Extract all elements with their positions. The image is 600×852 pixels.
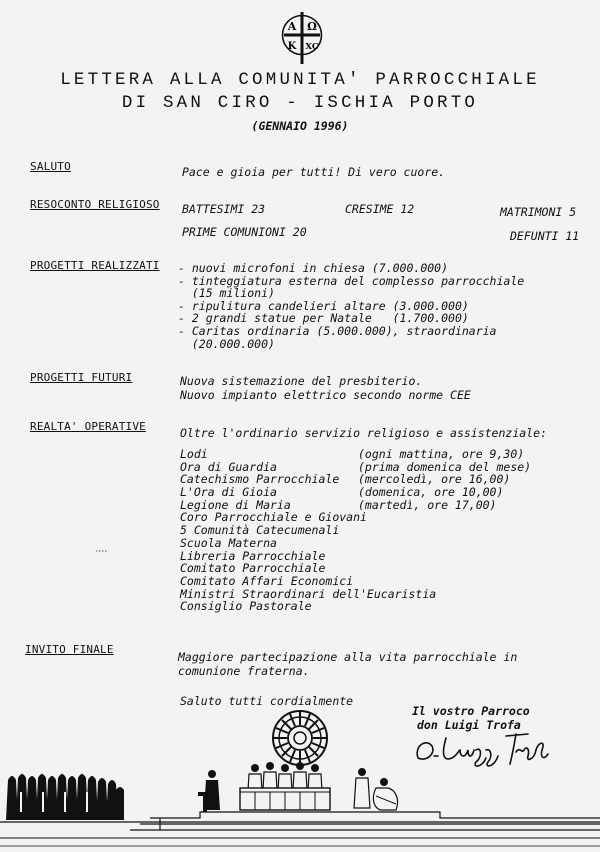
activity-schedule: (martedì, ore 17,00) xyxy=(358,497,497,512)
progetti-futuri-line1: Nuova sistemazione del presbiterio. xyxy=(180,374,423,388)
church-scene-illustration xyxy=(0,700,600,852)
progetti-futuri-line2: Nuovo impianto elettrico secondo norme CEE xyxy=(180,388,471,402)
realta-operative-list xyxy=(180,447,532,614)
activity-schedule: (domenica, ore 10,00) xyxy=(358,485,504,500)
logo-omega: Ω xyxy=(307,20,317,33)
list-item: (20.000.000) xyxy=(178,336,275,351)
stat-defunti: DEFUNTI 11 xyxy=(510,229,580,243)
activity-name: Lodi xyxy=(180,447,208,461)
list-item: - ripulitura candelieri altare (3.000.000) xyxy=(178,298,469,313)
activity-name: L'Ora di Gioia xyxy=(180,485,277,500)
list-item: - 2 grandi statue per Natale (1.700.000) xyxy=(178,311,469,326)
list-item: - nuovi microfoni in chiesa (7.000.000) xyxy=(178,261,449,275)
activity-schedule: (ogni mattina, ore 9,30) xyxy=(358,447,525,461)
section-label-resoconto: RESOCONTO RELIGIOSO xyxy=(30,198,160,211)
section-label-saluto: SALUTO xyxy=(30,160,71,173)
monstrance-icon xyxy=(273,711,327,765)
list-item: - tinteggiatura esterna del complesso parrocchiale xyxy=(178,273,525,288)
activity-name: Consiglio Pastorale xyxy=(180,599,312,614)
activity-name: 5 Comunità Catecumenali xyxy=(180,523,340,538)
section-label-realta-operative: REALTA' OPERATIVE xyxy=(30,420,146,433)
section-label-invito-finale: INVITO FINALE xyxy=(25,643,114,656)
activity-name: Ministri Straordinari dell'Eucaristia xyxy=(180,586,437,601)
realta-operative-intro: Oltre l'ordinario servizio religioso e assistenziale: xyxy=(180,426,547,440)
stat-battesimi: BATTESIMI 23 xyxy=(182,202,266,216)
activity-name: Legione di Maria xyxy=(180,497,291,512)
list-item: - Caritas ordinaria (5.000.000), straordinaria xyxy=(178,323,497,338)
saluto-text: Pace e gioia per tutti! Di vero cuore. xyxy=(182,165,446,179)
activity-name: Scuola Materna xyxy=(180,535,277,550)
activity-name: Comitato Parrocchiale xyxy=(180,561,326,576)
section-label-progetti-realizzati: PROGETTI REALIZZATI xyxy=(30,259,160,272)
activity-name: Coro Parrocchiale e Giovani xyxy=(180,510,367,525)
logo-xc: XC xyxy=(305,42,319,52)
activity-schedule: (mercoledì, ore 16,00) xyxy=(358,472,511,487)
letter-title-line2: DI SAN CIRO - ISCHIA PORTO xyxy=(121,93,479,113)
invito-line2: comunione fraterna. xyxy=(178,664,310,678)
letter-title-line1: LETTERA ALLA COMUNITA' PARROCCHIALE xyxy=(60,70,540,90)
chi-rho-cross-icon xyxy=(281,8,323,66)
seated-figures xyxy=(354,768,398,810)
section-label-progetti-futuri: PROGETTI FUTURI xyxy=(30,371,133,384)
invito-line1: Maggiore partecipazione alla vita parrocchiale in xyxy=(178,650,518,664)
stat-cresime: CRESIME 12 xyxy=(345,202,415,216)
list-item: (15 milioni) xyxy=(178,286,275,301)
stat-prime-comunioni: PRIME COMUNIONI 20 xyxy=(182,225,307,239)
signoff-line1: Il vostro Parroco xyxy=(412,704,530,718)
closing-greeting: Saluto tutti cordialmente xyxy=(180,694,354,708)
altar-with-priests xyxy=(240,762,330,810)
activity-name: Libreria Parrocchiale xyxy=(180,548,326,563)
activity-name: Catechismo Parrocchiale xyxy=(180,472,340,487)
reader-figure xyxy=(198,770,220,812)
letter-date: (GENNAIO 1996) xyxy=(251,119,349,133)
activity-name: Ora di Guardia xyxy=(180,459,277,474)
activity-name: Comitato Affari Economici xyxy=(180,573,354,588)
logo-k: K xyxy=(287,41,297,52)
signoff-line2: don Luigi Trofa xyxy=(417,718,521,732)
logo-alpha: A xyxy=(287,20,297,33)
activity-schedule: (prima domenica del mese) xyxy=(358,459,532,474)
stat-matrimoni: MATRIMONI 5 xyxy=(500,205,577,219)
progetti-realizzati-list xyxy=(178,262,524,350)
stray-mark xyxy=(95,547,109,555)
list-item xyxy=(180,600,436,613)
